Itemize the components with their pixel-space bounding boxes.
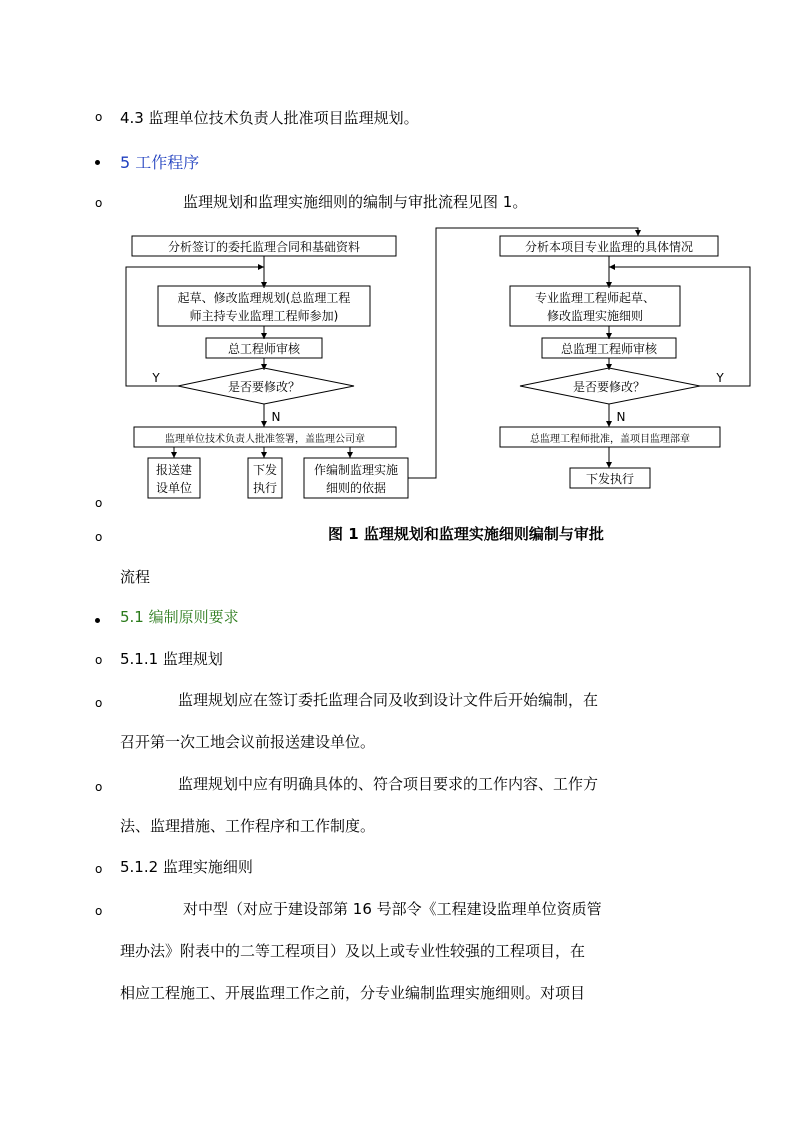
figure-caption-cont: 流程: [120, 568, 151, 586]
right-review-label: 总监理工程师审核: [560, 342, 658, 356]
list-bullet: o: [95, 530, 103, 544]
paragraph-1-line-1: 监理规划应在签订委托监理合同及收到设计文件后开始编制，在: [178, 691, 599, 709]
heading-5: 5 工作程序: [120, 153, 200, 172]
paragraph-4-3: 4.3 监理单位技术负责人批准项目监理规划。: [120, 109, 419, 127]
right-approve-label: 总监理工程师批准，盖项目监理部章: [530, 434, 690, 445]
list-bullet: o: [95, 496, 103, 510]
list-bullet: o: [95, 696, 103, 710]
left-yes-label: Y: [152, 371, 160, 385]
paragraph-3-line-2: 理办法》附表中的二等工程项目）及以上或专业性较强的工程项目，在: [120, 942, 586, 960]
left-draft-label-1: 起草、修改监理规划(总监理工程: [177, 291, 351, 305]
left-output-3-line-1: 作编制监理实施: [313, 463, 399, 477]
left-approve-label: 监理单位技术负责人批准签署，盖监理公司章: [165, 434, 365, 445]
left-draft-label-2: 师主持专业监理工程师参加): [189, 309, 339, 323]
figure-caption: 图 1 监理规划和监理实施细则编制与审批: [328, 525, 604, 543]
list-bullet: o: [95, 653, 103, 667]
list-bullet: o: [95, 904, 103, 918]
heading-5-1-2: 5.1.2 监理实施细则: [120, 858, 253, 876]
left-output-2-line-2: 执行: [252, 481, 278, 495]
list-bullet: o: [95, 862, 103, 876]
right-output-label: 下发执行: [585, 472, 635, 486]
list-bullet: [95, 160, 100, 165]
left-output-2-line-1: 下发: [252, 463, 278, 477]
right-no-label: N: [616, 410, 626, 424]
paragraph-intro: 监理规划和监理实施细则的编制与审批流程见图 1。: [183, 193, 528, 211]
list-bullet: o: [95, 196, 103, 210]
left-review-label: 总工程师审核: [227, 342, 301, 356]
paragraph-2-line-2: 法、监理措施、工作程序和工作制度。: [120, 817, 376, 835]
paragraph-1-line-2: 召开第一次工地会议前报送建设单位。: [120, 733, 376, 751]
right-yes-label: Y: [716, 371, 724, 385]
heading-5-1-1: 5.1.1 监理规划: [120, 650, 223, 668]
left-output-1-line-2: 设单位: [155, 481, 193, 495]
paragraph-2-line-1: 监理规划中应有明确具体的、符合项目要求的工作内容、工作方: [178, 775, 599, 793]
right-draft-label-1: 专业监理工程师起草、: [534, 291, 656, 305]
paragraph-3-line-3: 相应工程施工、开展监理工作之前，分专业编制监理实施细则。对项目: [120, 984, 586, 1002]
left-output-1-line-1: 报送建: [155, 463, 193, 477]
left-output-3-line-2: 细则的依据: [325, 481, 387, 495]
right-decision-label: 是否要修改？: [572, 380, 646, 394]
list-bullet: o: [95, 780, 103, 794]
right-analysis-label: 分析本项目专业监理的具体情况: [524, 240, 694, 254]
list-bullet: [95, 618, 100, 623]
flowchart-figure: [118, 224, 758, 504]
heading-5-1: 5.1 编制原则要求: [120, 608, 239, 626]
paragraph-3-line-1: 对中型（对应于建设部第 16 号部令《工程建设监理单位资质管: [183, 900, 602, 918]
right-draft-label-2: 修改监理实施细则: [546, 309, 644, 323]
list-bullet: o: [95, 110, 103, 124]
left-decision-label: 是否要修改？: [227, 380, 301, 394]
left-analysis-label: 分析签订的委托监理合同和基础资料: [167, 240, 361, 254]
left-no-label: N: [271, 410, 281, 424]
